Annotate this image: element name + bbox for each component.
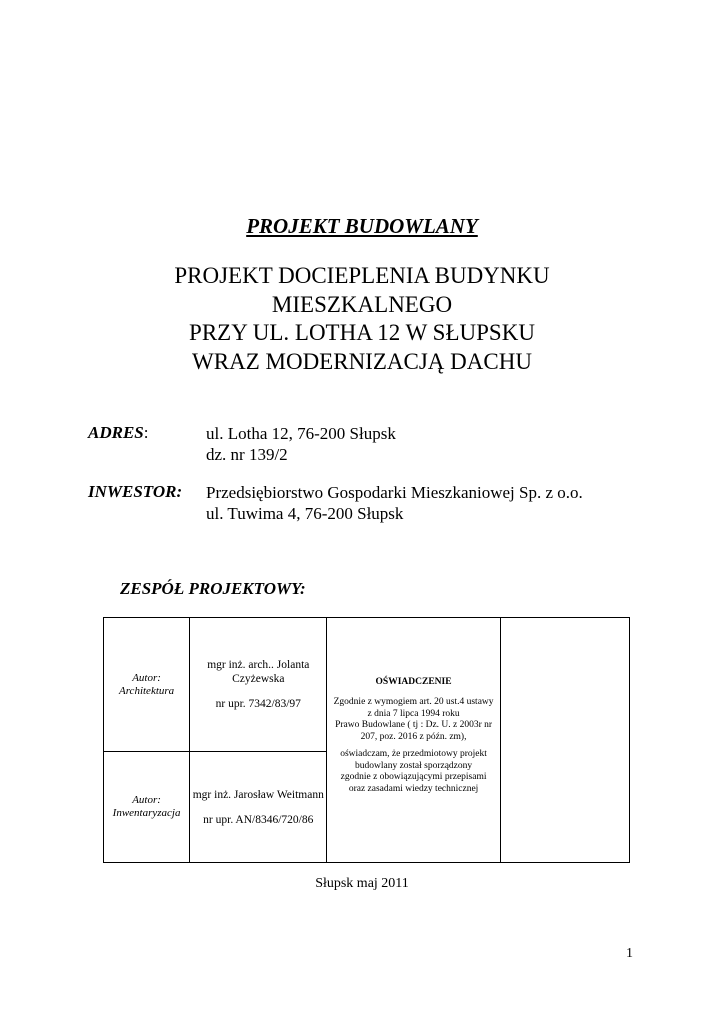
declaration-line: budowlany został sporządzony: [355, 760, 473, 771]
declaration-line: Prawo Budowlane ( tj : Dz. U. z 2003r nr: [335, 720, 493, 730]
person-cell-architect: [190, 618, 327, 752]
address-label-text: ADRES: [88, 423, 144, 442]
role-label: Autor:: [132, 671, 161, 684]
role-discipline: Architektura: [118, 684, 175, 697]
table-row: [104, 618, 630, 752]
role-cell-inventory: [104, 752, 190, 863]
address-label-colon: :: [143, 423, 149, 442]
investor-line: Przedsiębiorstwo Gospodarki Mieszkaniowej Sp. z o.o.: [206, 483, 583, 502]
investor-label: INWESTOR:: [88, 482, 183, 501]
document-type-heading: PROJEKT BUDOWLANY: [246, 214, 478, 238]
role-label: Autor:: [132, 794, 161, 806]
role-cell-architecture: [104, 618, 190, 752]
person-name-line: mgr inż. Jarosław Weitmann: [192, 788, 324, 801]
address-line: ul. Lotha 12, 76-200 Słupsk: [206, 424, 396, 443]
declaration-line: zgodnie z obowiązującymi przepisami: [340, 772, 487, 782]
license-number: nr upr. 7342/83/97: [215, 698, 301, 710]
declaration-cell: [327, 618, 500, 863]
declaration-line: oraz zasadami wiedzy technicznej: [348, 783, 479, 794]
title-line: PROJEKT DOCIEPLENIA BUDYNKU: [174, 263, 550, 288]
declaration-line: 207, poz. 2016 z późn. zm),: [360, 731, 467, 742]
role-discipline: Inwentaryzacja: [112, 807, 181, 819]
person-name-line: mgr inż. arch.. Jolanta: [207, 659, 310, 671]
title-line: MIESZKALNEGO: [271, 291, 453, 317]
place-and-date: Słupsk maj 2011: [315, 876, 409, 891]
declaration-line: z dnia 7 lipca 1994 roku: [367, 708, 460, 719]
signature-cell: [500, 618, 629, 863]
person-cell-surveyor: [190, 752, 327, 863]
page-number: 1: [626, 946, 633, 961]
declaration-title: OŚWIADCZENIE: [375, 677, 452, 687]
declaration-line: oświadczam, że przedmiotowy projekt: [340, 749, 487, 759]
design-team-table: [103, 617, 630, 863]
project-title: [0, 262, 724, 376]
title-line: PRZY UL. LOTHA 12 W SŁUPSKU: [189, 320, 535, 345]
team-heading: ZESPÓŁ PROJEKTOWY:: [120, 579, 306, 598]
investor-value: [206, 482, 583, 524]
person-name-line: Czyżewska: [232, 673, 285, 685]
investor-line: ul. Tuwima 4, 76-200 Słupsk: [206, 504, 404, 523]
address-label: [88, 423, 148, 443]
title-line: WRAZ MODERNIZACJĄ DACHU: [192, 348, 532, 374]
address-value: [206, 423, 396, 465]
license-number: nr upr. AN/8346/720/86: [203, 813, 314, 826]
declaration-line: Zgodnie z wymogiem art. 20 ust.4 ustawy: [333, 697, 494, 707]
address-line: dz. nr 139/2: [206, 445, 288, 464]
